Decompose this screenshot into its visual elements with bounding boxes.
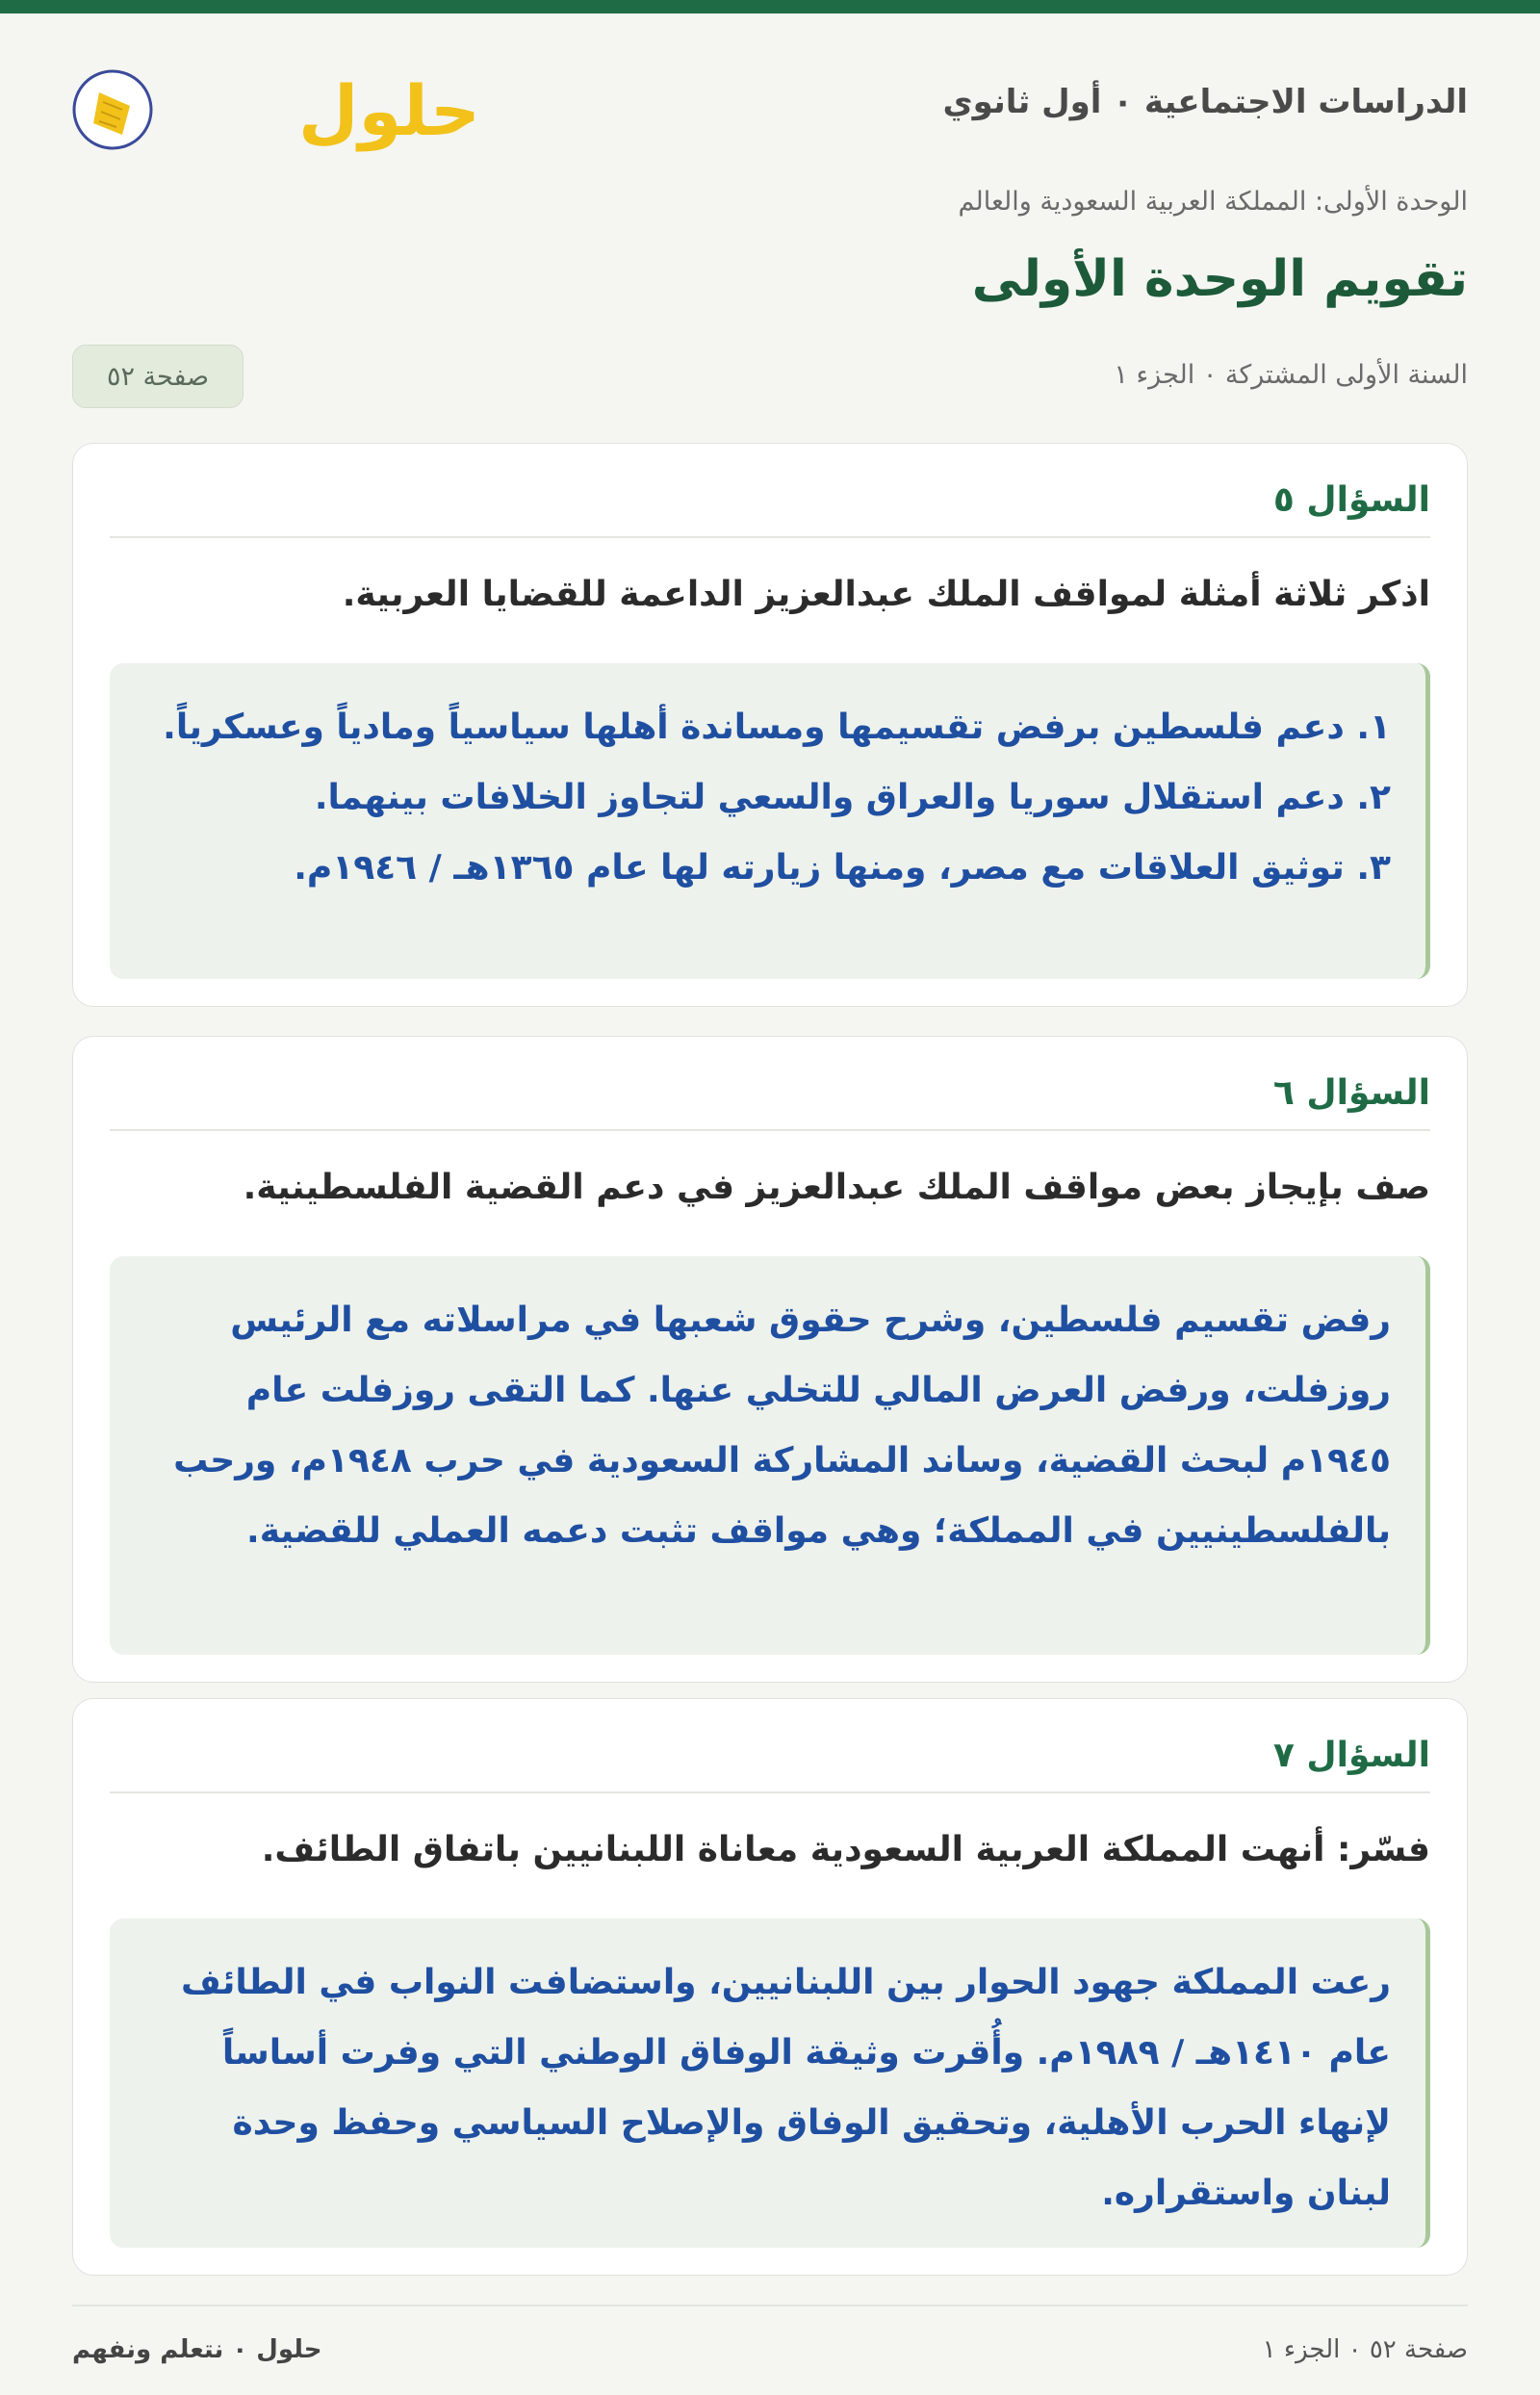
footer-page-info: صفحة ٥٢ ٠ الجزء ١ [1262,2335,1468,2364]
page-number-badge: صفحة ٥٢ [72,345,244,408]
divider [110,1791,1430,1793]
question-card-6 [72,1036,1468,1683]
question-text: فسّر: أنهت المملكة العربية السعودية معاناة اللبنانيين باتفاق الطائف. [261,1830,1430,1869]
answer-paragraph: رفض تقسيم فلسطين، وشرح حقوق شعبها في مراسلاته مع الرئيس روزفلت، ورفض العرض المالي للتخلي عنها. كما التقى روزفلت عام ١٩٤٥م لبحث القضية، وساند المشاركة السعودية في حرب ١٩٤٨م، ورحب بالفلسطينيين في المملكة؛ وهي مواقف تثبت دعمه العملي للقضية. [173,1301,1391,1551]
page-header [72,13,1468,196]
question-label: السؤال ٥ [1272,480,1430,520]
question-card-5 [72,443,1468,1007]
unit-breadcrumb: الوحدة الأولى: المملكة العربية السعودية والعالم [958,187,1468,217]
question-text: اذكر ثلاثة أمثلة لمواقف الملك عبدالعزيز الداعمة للقضايا العربية. [342,575,1430,614]
page-title: تقويم الوحدة الأولى [971,250,1468,308]
answer-paragraph: رعت المملكة جهود الحوار بين اللبنانيين، واستضافت النواب في الطائف عام ١٤١٠هـ / ١٩٨٩م. وأُقرت وثيقة الوفاق الوطني التي وفرت أساساً لإنهاء الحرب الأهلية، وتحقيق الوفاق والإصلاح السياسي وحفظ وحدة لبنان واستقراره. [180,1963,1391,2213]
top-accent-bar [0,0,1540,13]
question-label: السؤال ٧ [1272,1736,1430,1775]
answer-line: ٣. توثيق العلاقات مع مصر، ومنها زيارته لها عام ١٣٦٥هـ / ١٩٤٦م. [294,848,1391,888]
divider [110,1129,1430,1131]
question-label: السؤال ٦ [1272,1073,1430,1113]
question-card-7 [72,1698,1468,2276]
grade-meta: السنة الأولى المشتركة ٠ الجزء ١ [1114,360,1468,390]
answer-line: ٢. دعم استقلال سوريا والعراق والسعي لتجاوز الخلافات بينهما. [314,778,1391,817]
footer-divider [72,2305,1468,2306]
question-text: صف بإيجاز بعض مواقف الملك عبدالعزيز في دعم القضية الفلسطينية. [243,1168,1430,1207]
subject-title: الدراسات الاجتماعية ٠ أول ثانوي [942,83,1468,121]
svg-text:حلول: حلول [298,70,480,151]
answer-box [110,1919,1430,2248]
footer-brand: حلول ٠ نتعلم ونفهم [72,2335,322,2364]
hulool-logo [72,56,480,152]
answer-box [110,1256,1430,1655]
answer-line: ١. دعم فلسطين برفض تقسيمها ومساندة أهلها سياسياً ومادياً وعسكرياً. [163,708,1391,747]
divider [110,536,1430,538]
answer-box [110,663,1430,979]
